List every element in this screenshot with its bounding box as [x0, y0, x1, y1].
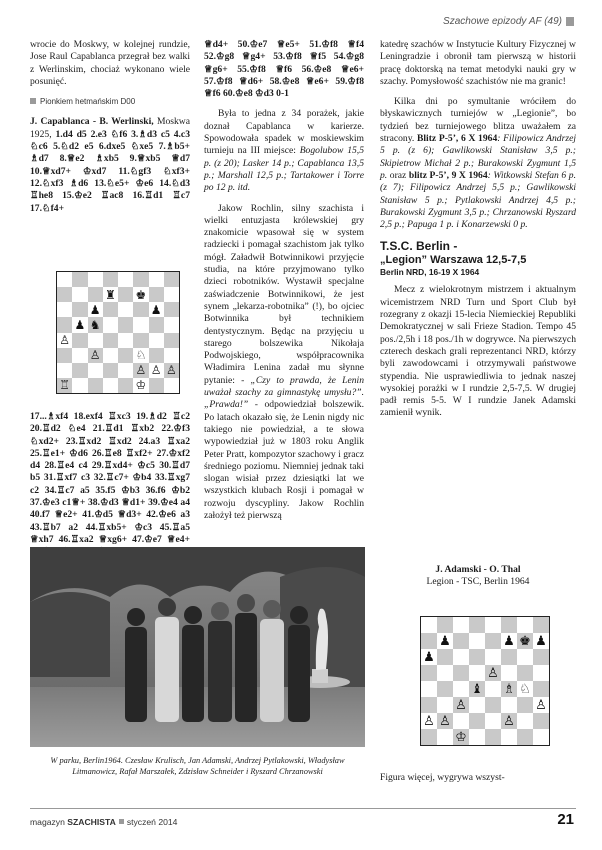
board-square [88, 302, 103, 317]
board-square [72, 287, 87, 302]
board-square [133, 378, 148, 393]
chess-piece-icon: ♙ [455, 697, 467, 713]
chess-piece-icon: ♙ [150, 363, 162, 378]
footer-rule [30, 808, 576, 809]
board-square [88, 317, 103, 332]
board-square [88, 287, 103, 302]
board-square [118, 348, 133, 363]
board-square [485, 681, 501, 697]
photo-caption: W parku, Berlin1964. Czesław Krulisch, Jan Adamski, Andrzej Pytlakowski, Władysław Litmanowicz, Rafał Marszałek, Zdzisław Schneider i Ryszard Chrzanowski [50, 756, 345, 776]
board-square [118, 272, 133, 287]
board-square [421, 649, 437, 665]
board-square [57, 317, 72, 332]
board-square [149, 378, 164, 393]
col3-tail: Figura więcej, wygrywa wszyst- [380, 772, 505, 783]
board-square [103, 317, 118, 332]
board-square [88, 378, 103, 393]
board-square [57, 363, 72, 378]
chess-piece-icon: ♟ [535, 633, 547, 649]
board-square [133, 302, 148, 317]
col3-paragraph-2: Kilka dni po symultanie wróciłem do błyskawicznych turniejów w „Legionie”, bo tydzień bez turniejowego blitza uważałem za stracony. Blitz P-5’, 6 X 1964: Filipowicz Andrzej 5 p. (z 6); Gawlikowski Stanisław 3,5 p.; Skipietrow Michał 2 p.; Burakowski Zygmunt 1,5 p. oraz blitz P-5’, 9 X 1964: Witkowski Stefan 6 p. (z 7); Filipowicz Andrzej 5,5 p.; Gawlikowski Stanisław 5 p.; Pytlakowski Andrzej 4,5 p.; Burakowski Zygmunt 3,5 p.; Chrzanowski Ryszard 2,5 p.; Papuga 1 p. i Konarzewski 0 p. [380, 96, 576, 231]
board-square [469, 617, 485, 633]
result-line-3: Berlin NRD, 16-19 X 1964 [380, 267, 480, 278]
board-square [485, 617, 501, 633]
board-square [88, 272, 103, 287]
col3-paragraph-3: Mecz z wielokrotnym mistrzem i aktualnym wicemistrzem NRD Turn und Sport Club był rozegrany z okazji 15-lecia Niemieckiej Republiki Demokratycznej w sali Frieze Stadion. Tempo 45 pos./2,5h i 18 pos./1h w dogrywce. Na pierwszych czterech deskach grali reprezentanci NRD, którzy byli zawodowcami i otrzymywali państwowe stypendia. Nie usprawiedliwia to jednak naszej wysokiej porażki w I rundzie 2,5-7,5. W drugiej padł remis 5-5. W I rundzie Janek Adamski zamienił wynik. [380, 284, 576, 419]
footer: magazyn SZACHISTA styczeń 2014 [30, 817, 178, 827]
chess-piece-icon: ♙ [59, 333, 70, 348]
board-square [533, 617, 549, 633]
board-square [485, 729, 501, 745]
board-square [421, 617, 437, 633]
board-square [164, 378, 179, 393]
board-square [118, 378, 133, 393]
board-square [437, 633, 453, 649]
col2-paragraph-1: Była to jedna z 34 porażek, jakie doznał Capablanca w karierze. Spowodowała spadek w moskiewskim turnieju na III miejsce: Bogolubow 15,5 p. (z 20); Lasker 14 p.; Capablanca 13,5 p.; Marshall 12,5 p.; Tartakower i Torre po 12 p. itd. [204, 108, 364, 194]
chess-piece-icon: ♝ [471, 681, 483, 697]
board-square [469, 633, 485, 649]
column-1-continued [30, 411, 190, 559]
col2-paragraph-2: Jakow Rochlin, silny szachista i wielki entuzjasta królewskiej gry znakomicie wpasował się w system radziecki i pomagał szachistom jak tylko mógł. Załadwił Botwinnikowi przyjęcie studia, na które przyjmowano tylko dzieci robotników. Wystawił specjalne zaświadczenie Botwinnikowi, że jest synem „lekarza-robotnika” (!), bo ojciec Botwinnika był technikiem dentystycznym. Będąc na przyjęciu u starego bolszewika Nikołaja Podwojskiego, współpracownika Władimira Lenina zadał mu słynne pytanie: - „Czy to prawda, że Lenin uważał szachy za gimnastykę umysłu?”. „Prawda!” - odpowiedział bolszewik. Po latach okazało się, że Lenin nigdy nic takiego nie powiedział, a te słowa wypowiedział już w 1803 roku Anglik Peter Pratt, kompozytor szachowy i gracz średniego poziomu. Niemniej jednak taki slogan wisiał przez dziesiątki lat we wszystkich klubach Rosji i pomagał w rozwoju dyscypliny. Jakow Rochlin założył też pierwszą [204, 202, 364, 521]
board-square [72, 348, 87, 363]
board-square [164, 317, 179, 332]
chess-piece-icon: ♚ [135, 287, 147, 302]
board-square [133, 272, 148, 287]
board-square [485, 713, 501, 729]
game2-place: Legion - TSC, Berlin 1964 [426, 576, 530, 587]
board-square [57, 287, 72, 302]
board-square [103, 378, 118, 393]
board-square [517, 697, 533, 713]
board-square [421, 681, 437, 697]
board-square [469, 729, 485, 745]
chess-piece-icon: ♔ [135, 378, 147, 393]
board-square [501, 649, 517, 665]
board-square [501, 729, 517, 745]
board-square [421, 665, 437, 681]
chess-piece-icon: ♖ [59, 378, 70, 393]
result-line-2: „Legion” Warszawa 12,5-7,5 [380, 254, 527, 267]
board-square [133, 348, 148, 363]
game1-moves-b: 17...♗xf4 18.exf4 ♖xc3 19.♗d2 ♖c2 20.♖d2 ♘e4 21.♖d1 ♖xb2 22.♔f3 ♘xd2+ 23.♖xd2 ♖xd2 24.a3 ♖xa2 25.♖e1+ ♔d6 26.♖e8 ♖xf2+ 27.♔xf2 d4 28.♖e4 c4 29.♖xd4+ ♔c5 30.♖d7 b5 31.♖xf7 c3 32.♖c7+ ♔b4 33.♖xg7 c2 34.♖c7 a5 35.f5 ♔b3 36.f6 ♔b2 37.♔e3 c1♕+ 38.♔d3 ♕d1+ 39.♔e4 a4 40.f7 ♕e2+ 41.♔d5 ♕d3+ 42.♔e6 a3 43.♖b7 a2 44.♖xb5+ ♔c3 45.♖a5 ♕xh7 46.♖xa2 ♕xg6+ 47.♔e7 ♕e4+ [30, 411, 190, 545]
chess-piece-icon: ♙ [89, 348, 101, 363]
board-square [421, 729, 437, 745]
board-square [517, 633, 533, 649]
chess-diagram-1 [56, 271, 180, 394]
board-square [501, 713, 517, 729]
board-square [517, 713, 533, 729]
board-square [118, 317, 133, 332]
board-square [57, 302, 72, 317]
board-square [453, 697, 469, 713]
game1-moves-end: ♕d4+ 50.♔e7 ♕e5+ 51.♔f8 ♕f4 52.♔g8 ♕g4+ 53.♔f8 ♕f5 54.♔g8 ♕g6+ 55.♔f8 ♕f6 56.♔e8 ♕e6+ 57.♔f8 ♕d6+ 58.♔e8 ♕e6+ 59.♔f8 ♕f6 60.♔e8 ♔d3 0-1 [204, 39, 364, 100]
board-square [118, 363, 133, 378]
board-square [517, 681, 533, 697]
board-square [437, 665, 453, 681]
board-square [103, 287, 118, 302]
running-title: Szachowe epizody AF (49) [443, 16, 562, 27]
board-square [103, 348, 118, 363]
board-square [517, 617, 533, 633]
board-square [149, 272, 164, 287]
chess-piece-icon: ♟ [439, 633, 451, 649]
chess-piece-icon: ♗ [503, 681, 515, 697]
board-square [437, 729, 453, 745]
chess-piece-icon: ♙ [165, 363, 177, 378]
chess-piece-icon: ♞ [89, 317, 101, 332]
board-square [517, 665, 533, 681]
board-square [517, 649, 533, 665]
board-square [103, 272, 118, 287]
board-square [453, 729, 469, 745]
board-square [72, 333, 87, 348]
result-line-1: T.S.C. Berlin - [380, 239, 458, 254]
board-square [421, 633, 437, 649]
board-square [133, 363, 148, 378]
header-square-icon [566, 17, 574, 26]
board-square [469, 665, 485, 681]
board-square [421, 713, 437, 729]
board-square [118, 302, 133, 317]
board-square [485, 649, 501, 665]
board-square [72, 317, 87, 332]
issue-date: styczeń 2014 [126, 817, 178, 827]
board-square [533, 729, 549, 745]
board-square [72, 302, 87, 317]
board-square [149, 363, 164, 378]
board-square [149, 317, 164, 332]
board-square [118, 333, 133, 348]
chess-piece-icon: ♟ [503, 633, 515, 649]
board-square [164, 272, 179, 287]
board-square [57, 348, 72, 363]
game1-place: Moskwa 1925, [30, 116, 190, 140]
board-square [103, 333, 118, 348]
board-square [149, 348, 164, 363]
board-square [149, 287, 164, 302]
column-1 [30, 39, 190, 215]
board-square [103, 363, 118, 378]
board-square [164, 333, 179, 348]
board-square [164, 302, 179, 317]
chess-piece-icon: ♙ [439, 713, 451, 729]
chess-piece-icon: ♙ [135, 363, 147, 378]
board-square [517, 729, 533, 745]
chess-piece-icon: ♟ [74, 317, 86, 332]
board-square [533, 713, 549, 729]
board-square [103, 302, 118, 317]
board-square [133, 287, 148, 302]
board-square [72, 363, 87, 378]
board-square [164, 287, 179, 302]
col1-intro: wrocie do Moskwy, w kolejnej rundzie, Jose Raul Capablanca przegrał bez walki z Werlinskim, chociaż wykonano wiele posunięć. [30, 39, 190, 87]
magazine-name: SZACHISTA [67, 817, 116, 827]
game2-header [380, 564, 576, 588]
board-square [453, 713, 469, 729]
subhead-square-icon [30, 98, 36, 104]
board-square [149, 302, 164, 317]
chess-piece-icon: ♟ [150, 302, 162, 317]
board-square [88, 348, 103, 363]
board-square [133, 317, 148, 332]
chess-piece-icon: ♘ [135, 348, 147, 363]
column-2 [204, 39, 364, 522]
chess-piece-icon: ♚ [519, 633, 531, 649]
chess-piece-icon: ♜ [104, 287, 116, 302]
board-square [72, 378, 87, 393]
board-square [421, 697, 437, 713]
board-square [533, 649, 549, 665]
board-square [453, 665, 469, 681]
board-square [501, 617, 517, 633]
board-square [88, 363, 103, 378]
board-square [133, 333, 148, 348]
match-result-heading [380, 239, 576, 278]
board-square [57, 378, 72, 393]
board-square [501, 665, 517, 681]
chess-piece-icon: ♙ [535, 697, 547, 713]
board-square [437, 681, 453, 697]
board-square [469, 697, 485, 713]
board-square [485, 697, 501, 713]
game1-moves-a: 1.d4 d5 2.e3 ♘f6 3.♗d3 c5 4.c3 ♘c6 5.♘d2 e5 6.dxe5 ♘xe5 7.♗b5+ ♗d7 8.♕e2 ♗xb5 9.♕xb5 ♕d7 10.♕xd7+ ♔xd7 11.♘gf3 ♘xf3+ 12.♘xf3 ♗d6 13.♘e5+ ♔e6 14.♘d3 ♖he8 15.♔e2 ♖ac8 16.♖d1 ♖c7 17.♘f4+ [30, 128, 190, 214]
board-square [533, 681, 549, 697]
chess-piece-icon: ♟ [423, 649, 435, 665]
board-square [149, 333, 164, 348]
board-square [469, 681, 485, 697]
chess-piece-icon: ♙ [503, 713, 515, 729]
board-square [453, 617, 469, 633]
chess-piece-icon: ♟ [89, 302, 101, 317]
board-square [533, 633, 549, 649]
board-square [437, 697, 453, 713]
board-square [469, 649, 485, 665]
board-square [72, 272, 87, 287]
group-photo [30, 547, 365, 747]
page-number: 21 [557, 811, 574, 828]
board-square [501, 697, 517, 713]
board-square [437, 649, 453, 665]
board-square [164, 363, 179, 378]
board-square [501, 633, 517, 649]
board-square [533, 697, 549, 713]
game2-players: J. Adamski - O. Thal [435, 564, 521, 575]
board-square [533, 665, 549, 681]
chess-piece-icon: ♔ [455, 729, 467, 745]
board-square [437, 617, 453, 633]
board-square [164, 348, 179, 363]
board-square [453, 649, 469, 665]
board-square [437, 713, 453, 729]
board-square [88, 333, 103, 348]
chess-piece-icon: ♙ [423, 713, 435, 729]
footer-square-icon [119, 819, 124, 824]
game1-moves [30, 116, 190, 214]
board-square [453, 633, 469, 649]
board-square [485, 665, 501, 681]
chess-diagram-2 [420, 616, 550, 746]
column-3 [380, 39, 576, 420]
board-square [485, 633, 501, 649]
board-square [118, 287, 133, 302]
board-square [453, 681, 469, 697]
chess-piece-icon: ♘ [519, 681, 531, 697]
game1-players: J. Capablanca - B. Werlinski, [30, 116, 154, 128]
board-square [501, 681, 517, 697]
col3-paragraph-1: katedrę szachów w Instytucie Kultury Fizycznej w Leningradzie i obronił tam pierwszą w historii pracę doktorską na temat metodyki nauki gry w szachy. Pomysłowość szachistów nie ma granic! [380, 39, 576, 87]
board-square [469, 713, 485, 729]
chess-piece-icon: ♙ [487, 665, 499, 681]
board-square [57, 272, 72, 287]
board-square [57, 333, 72, 348]
park-photo-image [30, 547, 365, 747]
opening-subhead: Pionkiem hetmańskim D00 [30, 96, 190, 108]
